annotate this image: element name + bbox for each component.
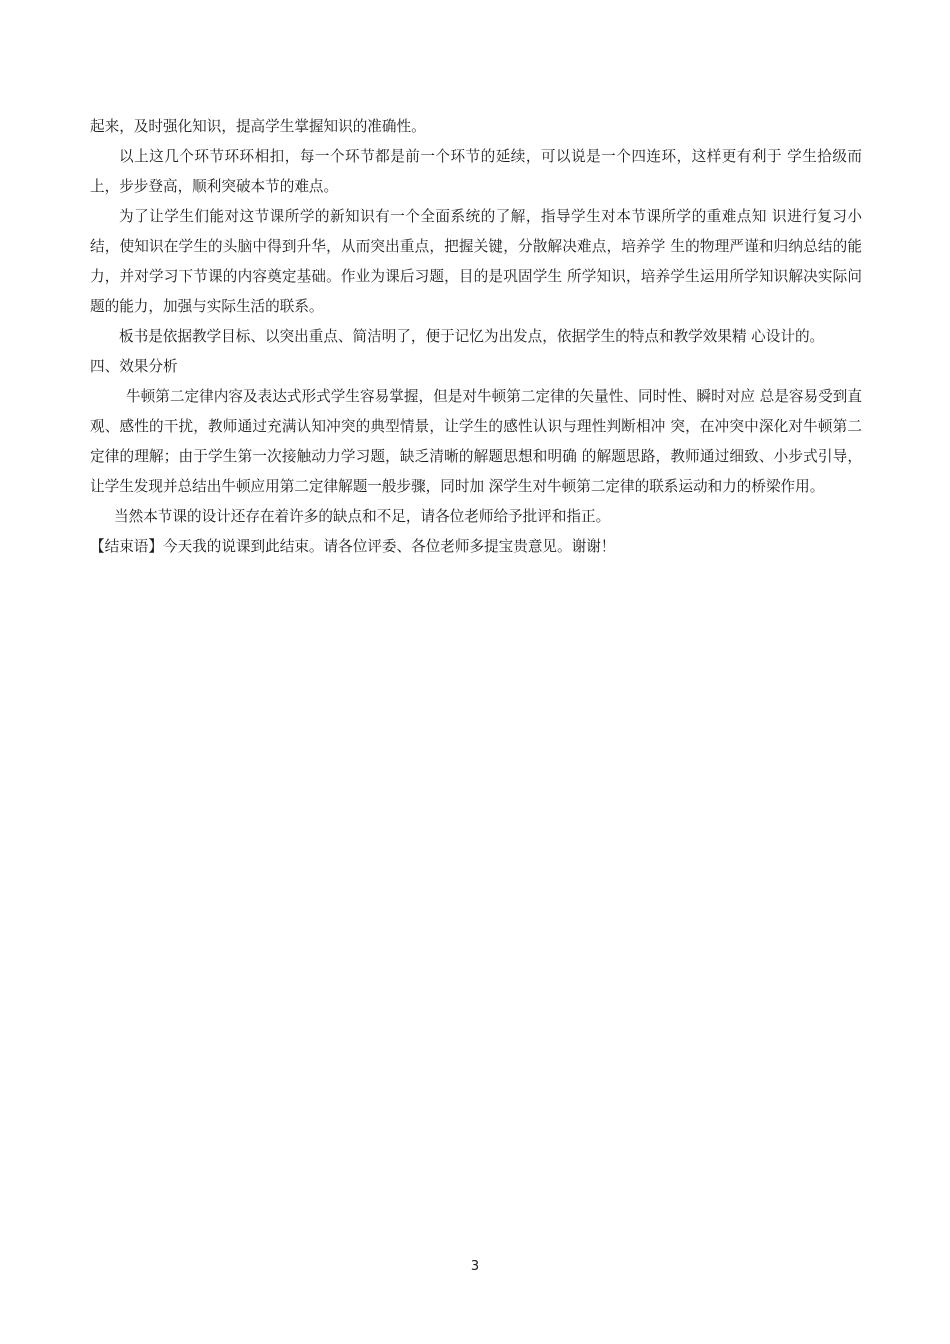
paragraph-blackboard-design: 板书是依据教学目标、以突出重点、简洁明了，便于记忆为出发点，依据学生的特点和教学效果精 心设计的。 [119,328,825,345]
paragraph-effect-analysis: 牛顿第二定律内容及表达式形式学生容易掌握，但是对牛顿第二定律的矢量性、同时性、瞬时对应 总是容易受到直观、感性的干扰，教师通过充满认知冲突的典型情景，让学生的感性认识与理性判断相冲 突，在冲突中深化对牛顿第二定律的理解；由于学生第一次接触动力学习题，缺乏清晰的解题思想和明确 的解题思路，教师通过细致、小步式引导，让学生发现并总结出牛顿应用第二定律解题一般步骤，同时加 深学生对牛顿第二定律的联系运动和力的桥梁作用。 [90,388,862,495]
section-heading-effect-analysis: 四、效果分析 [90,358,178,375]
paragraph-continuation: 起来，及时强化知识，提高学生掌握知识的准确性。 [90,118,426,135]
document-body [90,112,862,562]
paragraph-steps-summary: 以上这几个环节环环相扣，每一个环节都是前一个环节的延续，可以说是一个四连环，这样更有利于 学生拾级而上，步步登高，顺利突破本节的难点。 [90,148,862,195]
paragraph-closing-remarks: 【结束语】今天我的说课到此结束。请各位评委、各位老师多提宝贵意见。谢谢！ [90,538,616,555]
paragraph-shortcomings: 当然本节课的设计还存在着许多的缺点和不足，请各位老师给予批评和指正。 [114,508,611,525]
paragraph-review-summary: 为了让学生们能对这节课所学的新知识有一个全面系统的了解，指导学生对本节课所学的重难点知 识进行复习小结，使知识在学生的头脑中得到升华，从而突出重点，把握关键，分散解决难点，培养学 生的物理严谨和归纳总结的能力，并对学习下节课的内容奠定基础。作业为课后习题，目的是巩固学生 所学知识，培养学生运用所学知识解决实际问题的能力，加强与实际生活的联系。 [90,208,862,315]
page-number: 3 [470,1259,480,1274]
